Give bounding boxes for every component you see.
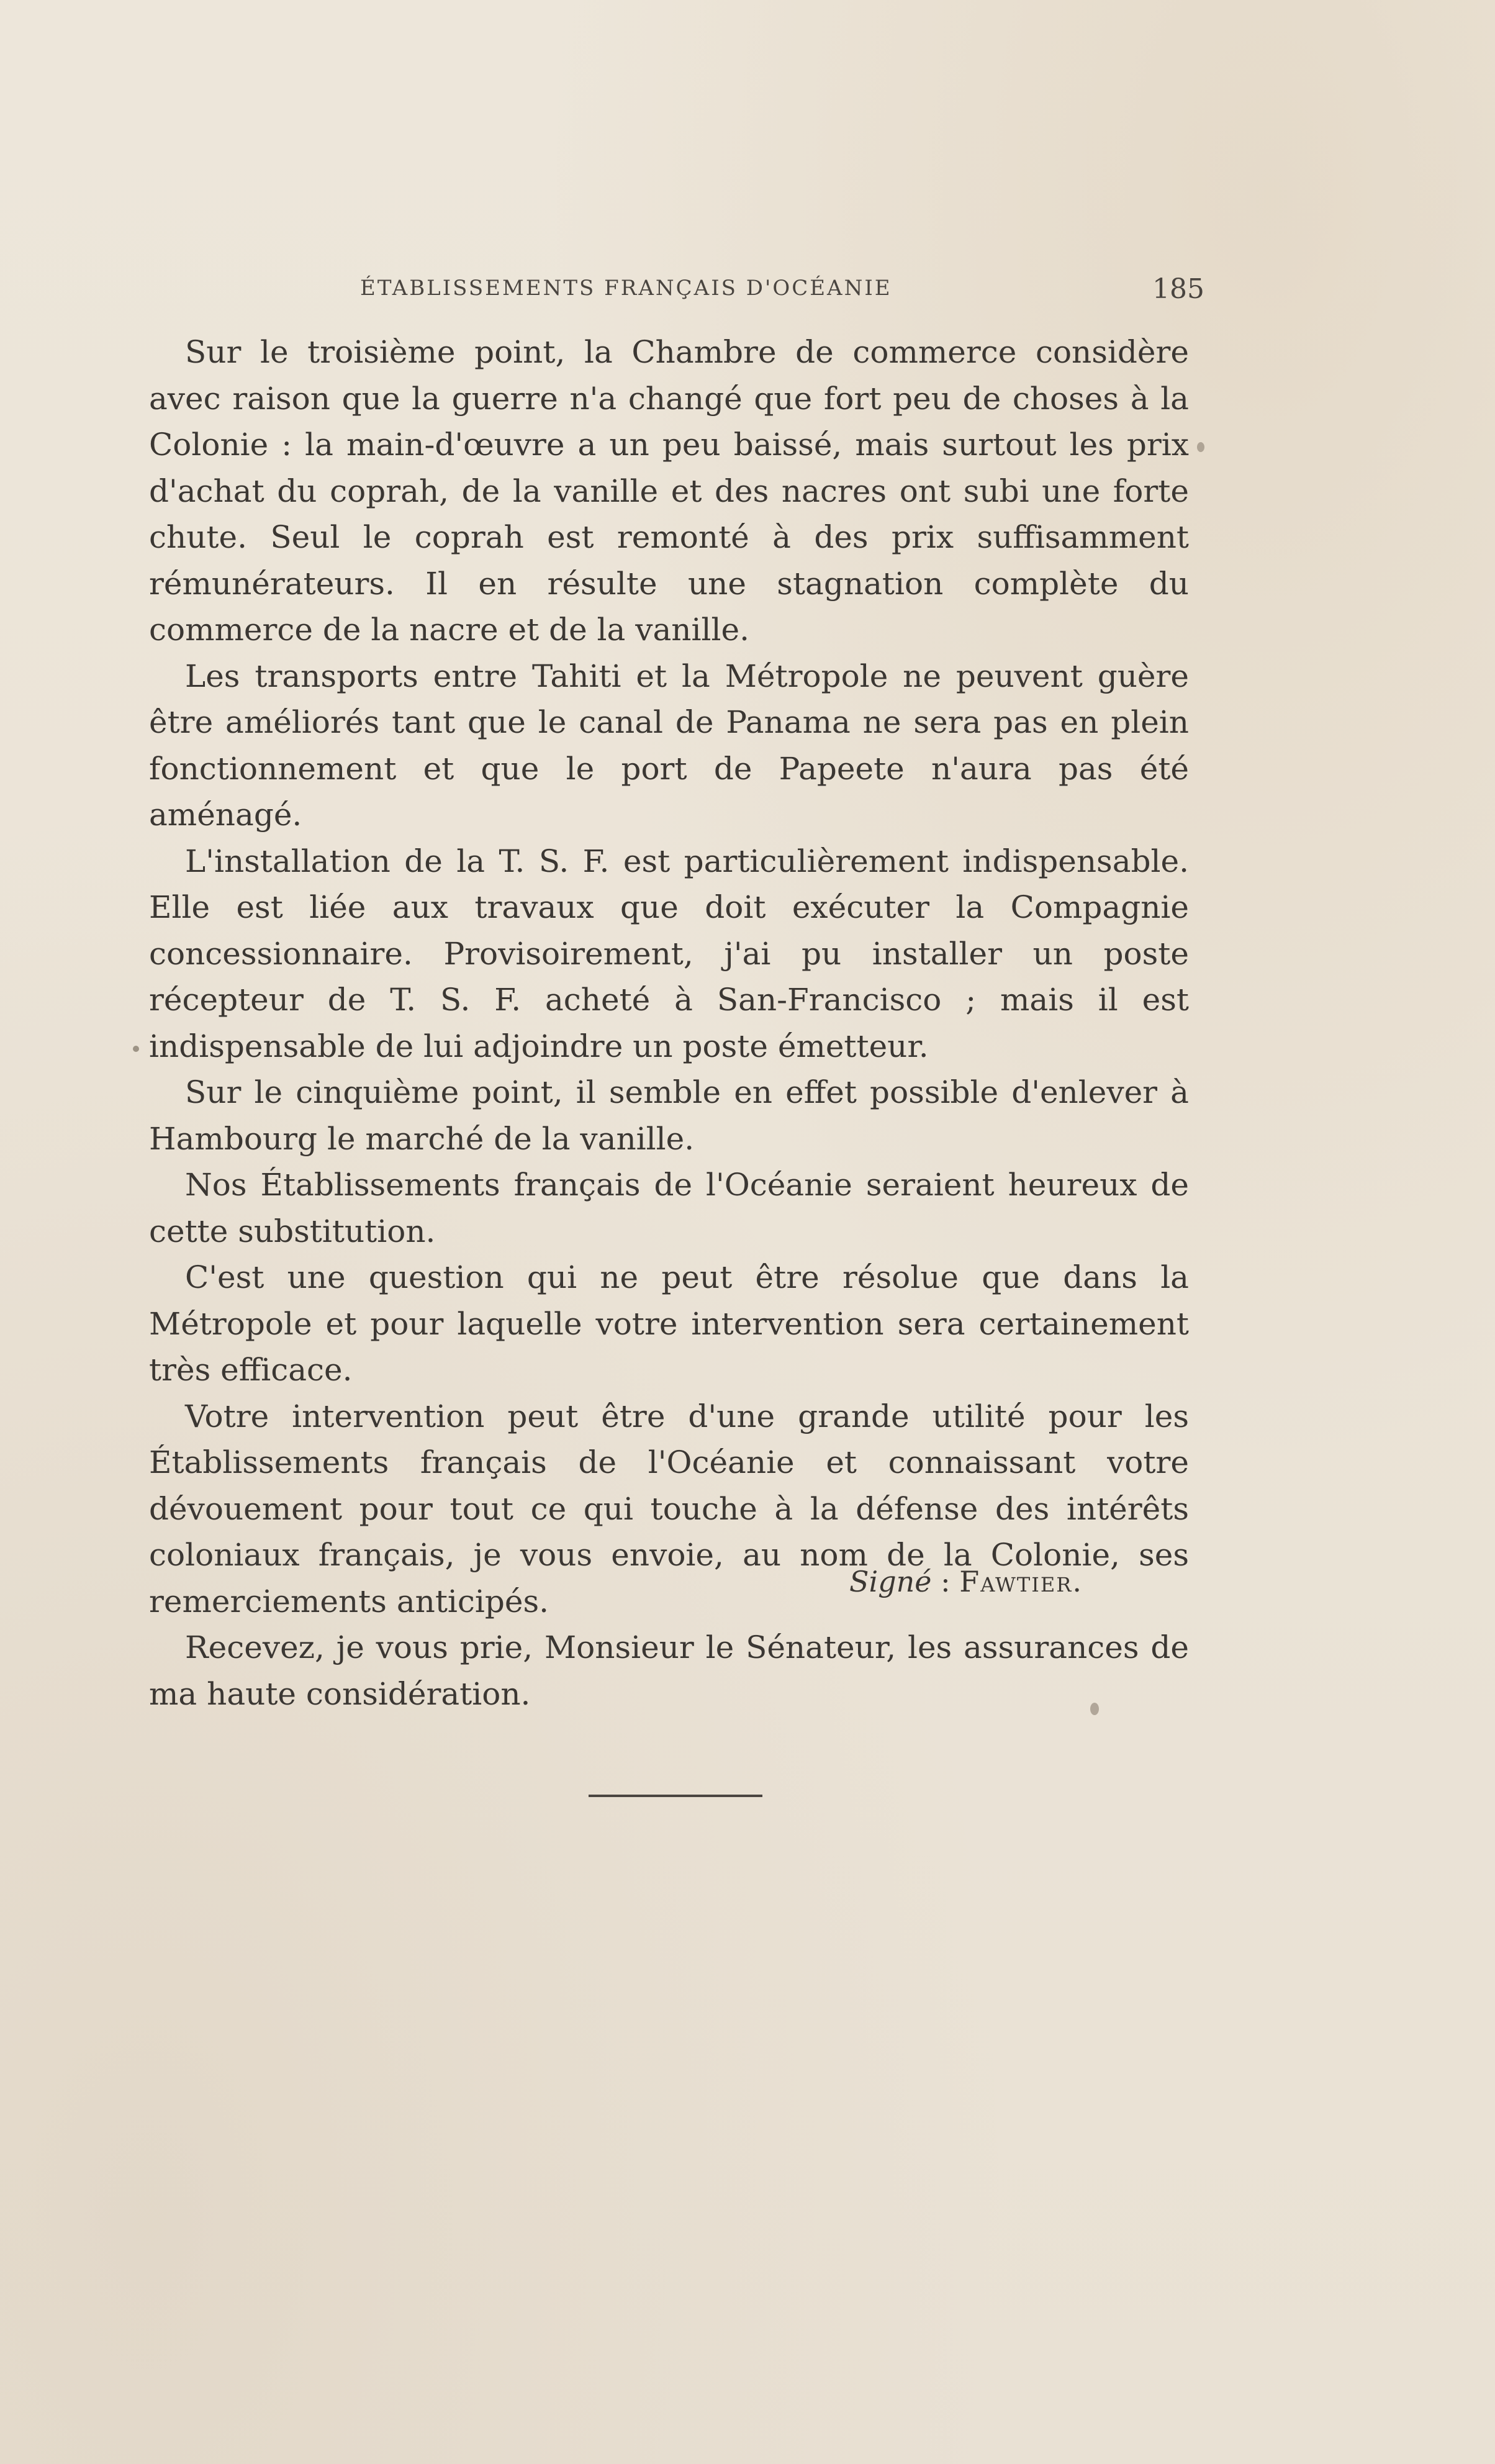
paragraph: Les transports entre Tahiti et la Métropole ne peuvent guère être améliorés tant que le canal de Panama ne sera pas en plein fonctionnement et que le port de Papeete n'aura pas été aménagé.: [149, 658, 1189, 833]
ink-speck-mark: [133, 1046, 139, 1052]
paragraph: Recevez, je vous prie, Monsieur le Sénateur, les assurances de ma haute considération.: [149, 1629, 1189, 1712]
paragraph: C'est une question qui ne peut être résolue que dans la Métropole et pour laquelle votre intervention sera certainement très efficace.: [149, 1259, 1189, 1388]
paragraph: Votre intervention peut être d'une grande utilité pour les Établissements français de l'Océanie et connaissant votre dévouement pour tout ce qui touche à la défense des intérêts coloniaux français, je vous envoie, au nom de la Colonie, ses remerciements anticipés.: [149, 1398, 1189, 1619]
body-text: [149, 329, 1189, 1717]
signature-line: [849, 1565, 1083, 1598]
paragraph: Nos Établissements français de l'Océanie seraient heureux de cette substitution.: [149, 1167, 1189, 1249]
ink-speck-mark: [1090, 1703, 1099, 1715]
section-divider-rule: [589, 1795, 762, 1797]
signature-name: Fawtier.: [959, 1565, 1083, 1598]
page-number: 185: [1152, 273, 1204, 305]
signature-label: Signé: [849, 1565, 932, 1598]
signature-separator: :: [931, 1565, 960, 1598]
running-title: ÉTABLISSEMENTS FRANÇAIS D'OCÉANIE: [360, 276, 892, 301]
ink-speck-mark: [1197, 442, 1204, 452]
paragraph: L'installation de la T. S. F. est particulièrement indispensable. Elle est liée aux travaux que doit exécuter la Compagnie concessionnaire. Provisoirement, j'ai pu installer un poste récepteur de T. S. F. acheté à San-Francisco ; mais il est indispensable de lui adjoindre un poste émetteur.: [149, 843, 1189, 1064]
paragraph: Sur le troisième point, la Chambre de commerce considère avec raison que la guerre n'a changé que fort peu de choses à la Colonie : la main-d'œuvre a un peu baissé, mais surtout les prix d'achat du coprah, de la vanille et des nacres ont subi une forte chute. Seul le coprah est remonté à des prix suffisamment rémunérateurs. Il en résulte une stagnation complète du commerce de la nacre et de la vanille.: [149, 334, 1189, 648]
page-header: [149, 273, 1204, 310]
paragraph: Sur le cinquième point, il semble en effet possible d'enlever à Hambourg le marché de la vanille.: [149, 1074, 1189, 1157]
